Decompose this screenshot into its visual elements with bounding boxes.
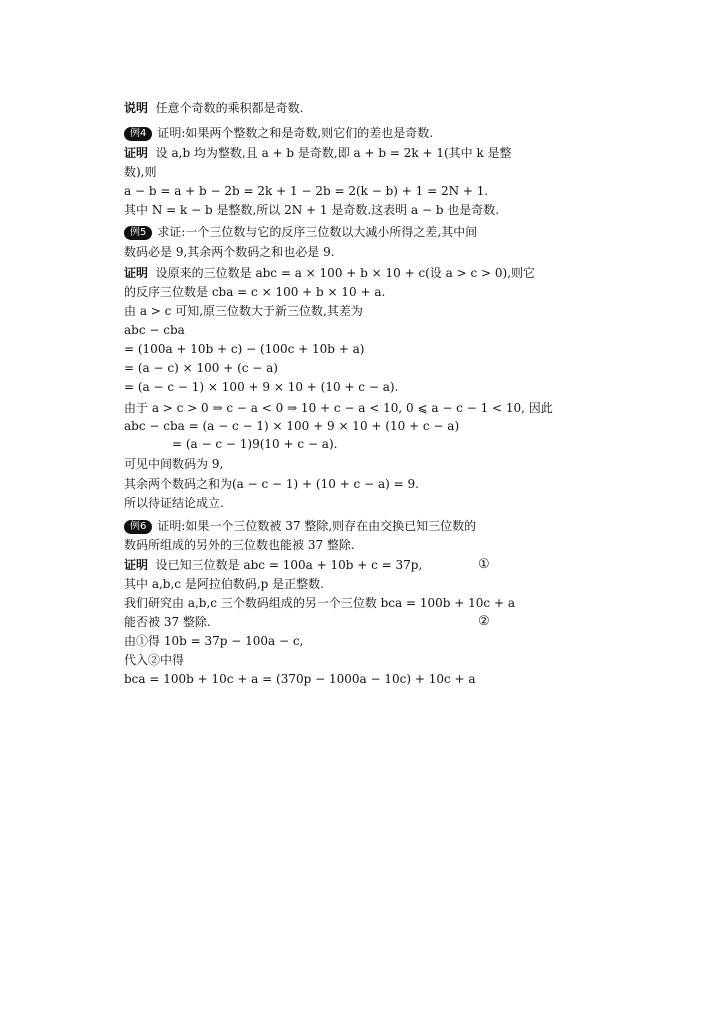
example-6-proof-line-4: 能否被 37 整除. xyxy=(124,615,211,629)
example-5-statement-2: 数码必是 9,其余两个数码之和也必是 9. xyxy=(124,245,335,259)
example-4-proof-line-1 xyxy=(124,145,512,161)
note-label: 说明 xyxy=(124,101,149,115)
example-5-equation-2: = (a − c − 1)9(10 + c − a). xyxy=(172,437,338,451)
example-5-badge: 例5 xyxy=(124,226,152,240)
example-4-conclusion: 其中 N = k − b 是整数,所以 2N + 1 是奇数.这表明 a − b 也是奇数. xyxy=(124,203,500,217)
note-line xyxy=(124,100,303,116)
equation-mark-1: ① xyxy=(478,557,490,572)
example-5-proof-line-3: 由 a > c 可知,原三位数大于新三位数,其差为 xyxy=(124,304,363,318)
example-4-statement xyxy=(124,125,433,141)
example-5-proof-label: 证明 xyxy=(124,266,149,280)
example-5-statement-1 xyxy=(124,224,477,240)
example-6-proof-line-6: 代入②中得 xyxy=(124,653,185,667)
example-6-badge: 例6 xyxy=(124,520,152,534)
example-6-proof-line-2: 其中 a,b,c 是阿拉伯数码,p 是正整数. xyxy=(124,577,324,591)
example-6-statement-text-1: 证明:如果一个三位数被 37 整除,则存在由交换已知三位数的 xyxy=(157,519,477,533)
example-5-equation-1: abc − cba = (a − c − 1) × 100 + 9 × 10 + (10 + c − a) xyxy=(124,419,460,433)
example-6-proof-text-1: 设已知三位数是 abc = 100a + 10b + c = 37p, xyxy=(155,558,423,572)
example-5-derivation-3: = (a − c − 1) × 100 + 9 × 10 + (10 + c − a). xyxy=(124,380,399,394)
example-4-statement-text: 证明:如果两个整数之和是奇数,则它们的差也是奇数. xyxy=(157,126,434,140)
example-4-equation: a − b = a + b − 2b = 2k + 1 − 2b = 2(k − b) + 1 = 2N + 1. xyxy=(124,184,489,198)
example-6-proof-label: 证明 xyxy=(124,558,149,572)
example-4-proof-label: 证明 xyxy=(124,146,149,160)
equation-mark-2: ② xyxy=(478,614,490,629)
example-5-proof-text-1: 设原来的三位数是 abc = a × 100 + b × 10 + c(设 a > c > 0),则它 xyxy=(155,266,536,280)
example-5-derivation-2: = (a − c) × 100 + (c − a) xyxy=(124,361,278,375)
example-6-statement-2: 数码所组成的另外的三位数也能被 37 整除. xyxy=(124,538,355,552)
example-4-proof-line-2: 数),则 xyxy=(124,165,157,179)
example-6-proof-line-5: 由①得 10b = 37p − 100a − c, xyxy=(124,634,304,648)
example-5-conclusion-3: 所以待证结论成立. xyxy=(124,496,224,510)
example-4-badge: 例4 xyxy=(124,127,152,141)
example-5-inequality: 由于 a > c > 0 ⇒ c − a < 0 ⇒ 10 + c − a < 10, 0 ⩽ a − c − 1 < 10, 因此 xyxy=(124,401,553,415)
example-6-proof-line-7: bca = 100b + 10c + a = (370p − 1000a − 10c) + 10c + a xyxy=(124,672,476,686)
example-5-derivation-1: = (100a + 10b + c) − (100c + 10b + a) xyxy=(124,342,365,356)
example-5-conclusion-1: 可见中间数码为 9, xyxy=(124,457,224,471)
example-6-statement-1 xyxy=(124,518,476,534)
example-6-proof-line-3: 我们研究由 a,b,c 三个数码组成的另一个三位数 bca = 100b + 10c + a xyxy=(124,596,515,610)
example-5-proof-line-1 xyxy=(124,265,535,281)
example-4-proof-text-1: 设 a,b 均为整数,且 a + b 是奇数,即 a + b = 2k + 1(其中 k 是整 xyxy=(155,146,512,160)
example-5-statement-text-1: 求证:一个三位数与它的反序三位数以大减小所得之差,其中间 xyxy=(157,225,478,239)
example-5-conclusion-2: 其余两个数码之和为(a − c − 1) + (10 + c − a) = 9. xyxy=(124,477,419,491)
note-text: 任意个奇数的乘积都是奇数. xyxy=(155,101,304,115)
example-5-proof-line-2: 的反序三位数是 cba = c × 100 + b × 10 + a. xyxy=(124,285,386,299)
example-6-proof-line-1 xyxy=(124,557,422,573)
example-5-difference: abc − cba xyxy=(124,323,185,337)
